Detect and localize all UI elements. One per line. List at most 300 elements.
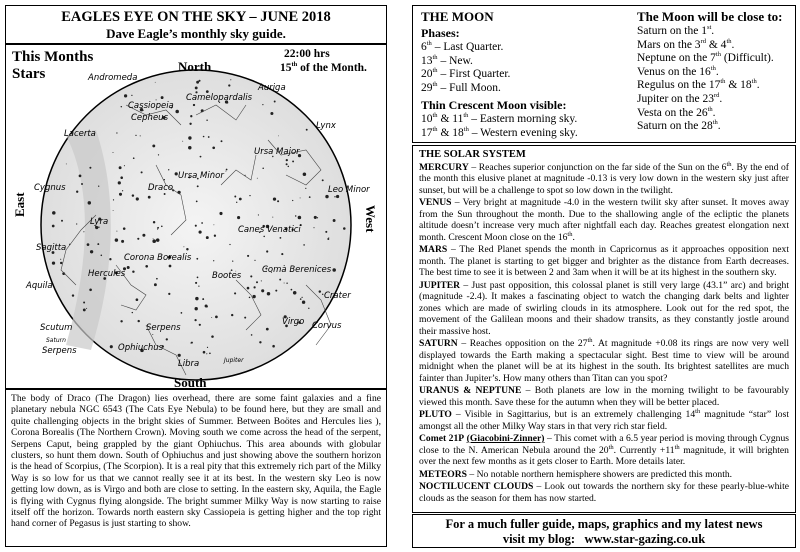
star-dot: [88, 201, 91, 204]
moon-crescent-item: [421, 113, 578, 127]
mercury-text-b: . By the end of the month this elusive planet at magnitude -0.13 is very low down in the western sky just after sunset, but will be a challenge to spot so low down in the twilight.: [419, 161, 789, 196]
star-dot: [66, 163, 67, 164]
jupiter-text: – Just past opposition, this colossal planet is still very large (43.1” arc) and bright (magnitude -2.4). It makes a fascinating object to watch the changing dark belts and lighter zones which are made of swirling clouds in its atmosphere. Look out for the red spot, the movement of the Galilean moons and their shadow transits, as they constantly jostle around their massive host.: [419, 279, 789, 337]
star-dot: [279, 279, 281, 281]
moon-close-rest-2: .: [731, 38, 735, 51]
star-dot: [234, 196, 236, 198]
moon-close-text: Saturn on the 28: [637, 120, 713, 133]
chart-date-day: 15: [280, 62, 292, 74]
moon-phase-text: – New.: [437, 54, 473, 67]
star-dot: [76, 223, 77, 224]
moon-close-item: [637, 79, 783, 93]
star-dot: [259, 341, 261, 343]
label-aquila: Aquila: [26, 281, 53, 291]
saturn-text-a: – Reaches opposition on the 27: [457, 338, 588, 349]
moon-phase-day: 13: [421, 54, 433, 67]
star-dot: [127, 266, 130, 269]
star-dot: [131, 95, 132, 96]
star-dot: [325, 231, 327, 233]
star-dot: [83, 302, 85, 304]
star-dot: [261, 289, 264, 292]
label-draco: Draco: [148, 183, 174, 193]
star-dot: [138, 320, 140, 322]
star-dot: [328, 237, 329, 238]
star-dot: [157, 229, 158, 230]
star-dot: [293, 291, 297, 295]
star-dot: [60, 259, 61, 260]
star-dot: [76, 191, 78, 193]
star-dot: [132, 194, 134, 196]
moon-phase-item: [421, 68, 578, 82]
star-dot: [300, 298, 302, 300]
footer-line2: [413, 532, 795, 547]
comet-text-b: . Currently +11: [613, 444, 675, 456]
sky-description: [5, 389, 387, 547]
comet-heading: Comet 21P: [419, 433, 465, 444]
star-dot: [194, 319, 196, 321]
star-dot: [221, 140, 223, 142]
pluto-heading: PLUTO: [419, 409, 452, 420]
moon-close-rest: .: [719, 92, 723, 105]
moon-close-item: [637, 107, 783, 121]
star-dot: [230, 79, 231, 80]
star-dot: [198, 285, 199, 286]
page-title: EAGLES EYE ON THE SKY – JUNE 2018: [61, 9, 331, 25]
pluto-paragraph: [419, 409, 789, 432]
star-dot: [239, 198, 242, 201]
star-dot: [257, 178, 258, 179]
star-dot: [72, 294, 74, 296]
uranus-neptune-paragraph: [419, 385, 789, 408]
star-dot: [196, 81, 199, 84]
moon-close-sup: rd: [700, 37, 706, 45]
star-dot: [183, 246, 184, 247]
moon-close-sup: st: [706, 24, 712, 32]
star-dot: [137, 238, 139, 240]
star-dot: [281, 253, 283, 255]
star-dot: [148, 196, 151, 199]
star-dot: [206, 306, 208, 308]
moon-phase-sup: th: [432, 53, 438, 61]
star-dot: [219, 212, 222, 215]
star-dot: [212, 146, 215, 149]
star-dot: [186, 248, 188, 250]
footer-panel: [412, 514, 796, 548]
star-dot: [83, 308, 86, 311]
star-dot: [213, 260, 214, 261]
star-dot: [89, 288, 92, 291]
moon-close-rest: .: [717, 120, 721, 133]
moon-close-item: [637, 52, 783, 66]
star-dot: [252, 295, 255, 298]
label-hercules: Hercules: [88, 269, 126, 279]
label-serpens-cauda: Serpens: [42, 346, 77, 356]
jupiter-heading: JUPITER: [419, 279, 461, 291]
label-andromeda: Andromeda: [88, 73, 138, 83]
star-dot: [132, 270, 134, 272]
star-dot: [195, 282, 197, 284]
meteors-heading: METEORS: [419, 468, 467, 480]
venus-text-b: .: [572, 231, 575, 243]
star-dot: [206, 353, 207, 354]
star-dot: [122, 190, 123, 191]
moon-close-rest-2: .: [756, 79, 760, 92]
star-dot: [196, 201, 198, 203]
star-dot: [87, 243, 90, 246]
star-dot: [272, 345, 275, 348]
moon-crescent-text: – Eastern morning sky.: [468, 113, 578, 126]
star-dot: [118, 181, 121, 184]
moon-crescent-sup-b: th: [463, 126, 469, 134]
star-dot: [132, 312, 133, 313]
comet-paragraph: [419, 433, 789, 468]
star-dot: [200, 156, 202, 158]
star-dot: [52, 225, 55, 228]
star-dot: [113, 199, 114, 200]
venus-text-a: – Very bright at magnitude -4.0 in the western twilit sky after sunset. It moves away from the Sun throughout the month. Due to the shallowing angle of the ecliptic the planets altitude doesn’t increase very much after nightfall each day. Reaches greatest elongation next month. Crescent Moon close on the 16: [419, 197, 789, 243]
label-scutum: Scutum: [40, 323, 73, 333]
saturn-sup: th: [587, 336, 593, 344]
noctilucent-text: – Look out towards the northern sky for these pearly-blue-white clouds as the season for them has now started.: [419, 481, 789, 504]
star-dot: [182, 141, 183, 142]
star-dot: [116, 132, 117, 133]
star-dot: [202, 298, 204, 300]
direction-north: North: [178, 59, 212, 74]
star-dot: [115, 238, 118, 241]
star-dot: [226, 169, 228, 171]
label-lacerta: Lacerta: [64, 129, 96, 139]
star-dot: [168, 293, 170, 295]
star-dot: [286, 282, 287, 283]
star-dot: [280, 237, 282, 239]
moon-phase-sup: th: [432, 80, 438, 88]
star-dot: [237, 216, 240, 219]
direction-south: South: [174, 375, 207, 389]
venus-paragraph: [419, 197, 789, 243]
star-dot: [195, 225, 197, 227]
star-dot: [153, 238, 154, 239]
saturn-heading: SATURN: [419, 338, 458, 349]
star-dot: [211, 335, 214, 338]
label-corvus: Corvus: [312, 321, 342, 331]
star-dot: [79, 175, 82, 178]
star-dot: [300, 197, 301, 198]
star-dot: [258, 214, 259, 215]
star-dot: [123, 227, 126, 230]
star-dot: [193, 104, 195, 106]
star-dot: [189, 123, 191, 125]
label-jupiter: Jupiter: [224, 357, 244, 364]
star-dot: [190, 115, 192, 117]
label-cassiopeia: Cassiopeia: [128, 101, 174, 111]
moon-close-sup: th: [707, 105, 713, 113]
footer-blog-label: visit my blog:: [502, 532, 585, 546]
pluto-sup: th: [695, 407, 701, 415]
star-dot: [201, 222, 203, 224]
star-dot: [203, 351, 206, 354]
noctilucent-heading: NOCTILUCENT CLOUDS: [419, 481, 534, 492]
label-saturn: Saturn: [46, 337, 66, 344]
moon-phase-day: 20: [421, 68, 433, 81]
star-dot: [124, 94, 127, 97]
star-dot: [207, 347, 208, 348]
star-dot: [244, 317, 246, 319]
star-dot: [288, 166, 290, 168]
star-dot: [52, 211, 56, 215]
label-serpens-caput: Serpens: [146, 323, 181, 333]
noctilucent-paragraph: [419, 481, 789, 504]
label-leo-minor: Leo Minor: [328, 185, 370, 195]
comet-text-c: magnitude, it will brighten over the next few months as it gets closer to Earth. More details later.: [419, 444, 789, 467]
star-dot: [266, 328, 269, 331]
star-dot: [208, 136, 210, 138]
moon-close-rest: .: [711, 25, 715, 37]
star-dot: [157, 227, 159, 229]
star-dot: [306, 129, 308, 131]
star-dot: [120, 320, 122, 322]
uranus-neptune-heading: URANUS & NEPTUNE: [419, 385, 522, 396]
comet-sup-2: th: [674, 443, 680, 451]
venus-heading: VENUS: [419, 197, 452, 208]
star-dot: [317, 217, 318, 218]
star-dot: [124, 165, 125, 166]
star-dot: [215, 316, 218, 319]
jupiter-paragraph: [419, 280, 789, 338]
star-dot: [270, 112, 273, 115]
moon-crescent-sup-a: th: [432, 126, 438, 134]
label-bootes: Bootes: [212, 271, 242, 281]
moon-close-text: Jupiter on the 23: [637, 92, 714, 105]
moon-close-sup: rd: [713, 92, 720, 100]
star-dot: [101, 255, 103, 257]
label-corona-borealis: Corona Borealis: [124, 253, 192, 263]
star-dot: [121, 106, 122, 107]
moon-phase-sup: th: [426, 40, 432, 48]
star-dot: [278, 135, 279, 136]
star-dot: [211, 317, 212, 318]
star-dot: [113, 210, 114, 211]
star-dot: [197, 185, 199, 187]
label-sagitta: Sagitta: [36, 243, 67, 253]
moon-phase-text: – Full Moon.: [437, 81, 501, 94]
moon-close-list: [637, 25, 783, 134]
star-dot: [178, 354, 181, 357]
star-dot: [89, 167, 91, 169]
star-dot: [256, 281, 258, 283]
moon-close-sup: th: [712, 119, 718, 127]
label-canes-venatici: Canes Venatici: [238, 225, 301, 235]
comet-name-link[interactable]: (Giacobini-Zinner): [466, 433, 545, 444]
star-dot: [325, 195, 328, 198]
moon-close-item: [637, 39, 783, 53]
moon-phase-day: 29: [421, 81, 433, 94]
label-libra: Libra: [178, 359, 200, 369]
moon-close-text: Vesta on the 26: [637, 106, 708, 119]
star-dot: [272, 217, 273, 218]
moon-phases-label: Phases:: [421, 26, 460, 40]
star-dot: [302, 301, 305, 304]
star-dot: [209, 352, 211, 354]
star-dot: [231, 314, 233, 316]
moon-close-rest: .: [712, 106, 716, 119]
star-dot: [188, 136, 191, 139]
star-dot: [334, 196, 335, 197]
moon-crescent-text: – Western evening sky.: [468, 126, 578, 139]
moon-phase-item: [421, 41, 578, 55]
star-dot: [333, 219, 336, 222]
moon-crescent-day-a: 17: [421, 126, 433, 139]
mars-heading: MARS: [419, 244, 448, 255]
label-crater: Crater: [324, 291, 351, 301]
star-dot: [181, 312, 183, 314]
star-dot: [52, 261, 55, 264]
star-dot: [195, 297, 198, 300]
moon-crescent-day-a: 10: [421, 113, 433, 126]
star-dot: [90, 250, 93, 253]
star-dot: [166, 338, 168, 340]
star-dot: [152, 334, 153, 335]
star-dot: [314, 216, 317, 219]
star-dot: [158, 154, 159, 155]
star-dot: [136, 298, 139, 301]
star-dot: [336, 195, 339, 198]
sky-description-text: The body of Draco (The Dragon) lies overhead, there are some faint galaxies and a fine planetary nebula NGC 6543 (The Cats Eye Nebula) to be found here, but they are small and quite challenging objects in the bright skies of Summer. Between Boötes and Hercules lies ), Corona Borealis (The Northern Crown). Moving south we come across the head of the serpent, Serpens Caput, being grappled by the giant Ophiuchus. This area abounds with globular clusters, so hunt them down. South of Ophiuchus and just showing above the southern horizon is the head of Scorpius, (The Scorpion). It is a real pity that this extremely rich part of the Milky Way is so low for us that we cannot really see it at its best. In the western sky Leo is now getting low down, as is Virgo and both are close to setting. In the eastern sky, Aquila, the Eagle is flying with Cygnus flying alongside. The bright summer Milky Way is now starting to raise itself off the horizon. Towards north eastern sky Cassiopeia is getting higher and the top right hand corner of Pegasus is just starting to show.: [11, 393, 381, 530]
star-dot: [263, 236, 265, 238]
label-ursa-major: Ursa Major: [254, 147, 300, 157]
moon-close-label: The Moon will be close to:: [637, 9, 783, 24]
moon-crescent-day-b: & 18: [437, 126, 464, 139]
star-dot: [213, 224, 214, 225]
moon-close-rest: .: [715, 65, 719, 78]
label-virgo: Virgo: [282, 317, 305, 327]
moon-phase-sup: th: [432, 67, 438, 75]
direction-west: West: [363, 205, 378, 233]
star-dot: [308, 308, 309, 309]
moon-close-sup: th: [715, 51, 721, 59]
moon-crescent-sup-b: th: [463, 112, 469, 120]
mars-text: – The Red Planet spends the month in Capricornus as it approaches opposition next month. The planet is starting to get bigger and brighter as the distance from Earth decreases. The best time to see it is between 2 and 3am when it will be at its highest in the southern sky.: [419, 244, 789, 278]
star-dot: [206, 236, 209, 239]
star-dot: [83, 231, 84, 232]
blog-link[interactable]: www.star-gazing.co.uk: [584, 532, 706, 546]
star-dot: [113, 152, 114, 153]
star-dot: [60, 262, 62, 264]
meteors-paragraph: [419, 469, 789, 481]
star-dot: [249, 195, 250, 196]
star-dot: [196, 258, 198, 260]
solar-title: THE SOLAR SYSTEM: [419, 149, 526, 160]
label-coma-berenices: Coma Berenices: [262, 265, 332, 275]
star-dot: [161, 226, 163, 228]
star-dot: [164, 193, 166, 195]
star-dot: [309, 196, 311, 198]
moon-crescent-list: [421, 113, 578, 140]
star-dot: [86, 308, 87, 309]
star-dot: [121, 240, 124, 243]
star-dot: [284, 283, 285, 284]
star-dot: [267, 292, 270, 295]
star-dot: [277, 200, 279, 202]
star-dot: [152, 239, 156, 243]
star-dot: [319, 290, 321, 292]
star-dot: [301, 297, 302, 298]
moon-crescent-day-b: & 11: [437, 113, 464, 126]
star-dot: [203, 136, 205, 138]
moon-close-text: Saturn on the 1: [637, 25, 707, 37]
star-dot: [119, 166, 122, 169]
star-dot: [247, 287, 250, 290]
comet-text-a: – This comet with a 6.5 year period is moving through Cygnus close to the N. American Nebula around the 20: [419, 433, 789, 456]
label-cepheus: Cepheus: [131, 113, 168, 123]
chart-heading-line2: Stars: [12, 66, 46, 82]
moon-close-text: Mars on the 3: [637, 38, 701, 51]
star-dot: [286, 159, 288, 161]
star-dot: [206, 120, 207, 121]
star-dot: [175, 110, 179, 114]
chart-heading-line1: This Months: [12, 49, 94, 65]
star-dot: [141, 171, 143, 173]
star-dot: [253, 286, 255, 288]
star-dot: [161, 96, 164, 99]
star-dot: [286, 163, 288, 165]
star-dot: [249, 297, 251, 299]
moon-close-sup-2: th: [726, 37, 732, 45]
star-dot: [98, 186, 99, 187]
moon-panel: [412, 5, 796, 143]
star-dot: [303, 172, 307, 176]
moon-left-column: [421, 9, 578, 141]
meteors-text: – No notable northern hemisphere showers are predicted this month.: [466, 468, 733, 480]
star-dot: [156, 278, 158, 280]
star-dot: [251, 334, 253, 336]
star-dot: [188, 146, 191, 149]
star-dot: [214, 235, 216, 237]
moon-close-text: Neptune on the 7: [637, 52, 716, 65]
moon-phases-list: [421, 41, 578, 95]
moon-close-sup: th: [710, 64, 716, 72]
star-dot: [292, 200, 293, 201]
moon-phase-text: – Last Quarter.: [431, 41, 504, 53]
star-dot: [291, 289, 293, 291]
pluto-text-b: magnitude “star” lost amongst all the other Milky Way stars in that very rich star field.: [419, 409, 789, 432]
star-dot: [61, 220, 63, 222]
star-dot: [116, 231, 117, 232]
label-cygnus: Cygnus: [34, 183, 66, 193]
moon-crescent-sup-a: th: [432, 112, 438, 120]
star-dot: [274, 101, 276, 103]
star-dot: [140, 135, 141, 136]
star-dot: [168, 169, 169, 170]
chart-date-rest: of the Month.: [297, 62, 367, 74]
star-dot: [322, 179, 324, 181]
star-dot: [298, 216, 302, 220]
saturn-paragraph: [419, 338, 789, 384]
star-dot: [142, 234, 145, 237]
star-dot: [190, 342, 191, 343]
moon-phase-item: [421, 55, 578, 69]
star-dot: [327, 238, 329, 240]
moon-title: THE MOON: [421, 9, 494, 24]
moon-close-item: [637, 25, 783, 39]
moon-close-rest: & 4: [705, 38, 727, 51]
star-dot: [247, 255, 249, 257]
label-lyra: Lyra: [90, 217, 109, 227]
star-chart-panel: [5, 44, 387, 389]
star-dot: [332, 268, 336, 272]
direction-east: East: [12, 192, 27, 217]
star-dot: [120, 176, 123, 179]
pluto-text-a: – Visible in Sagittarius, but is an extremely challenging 14: [451, 409, 696, 420]
